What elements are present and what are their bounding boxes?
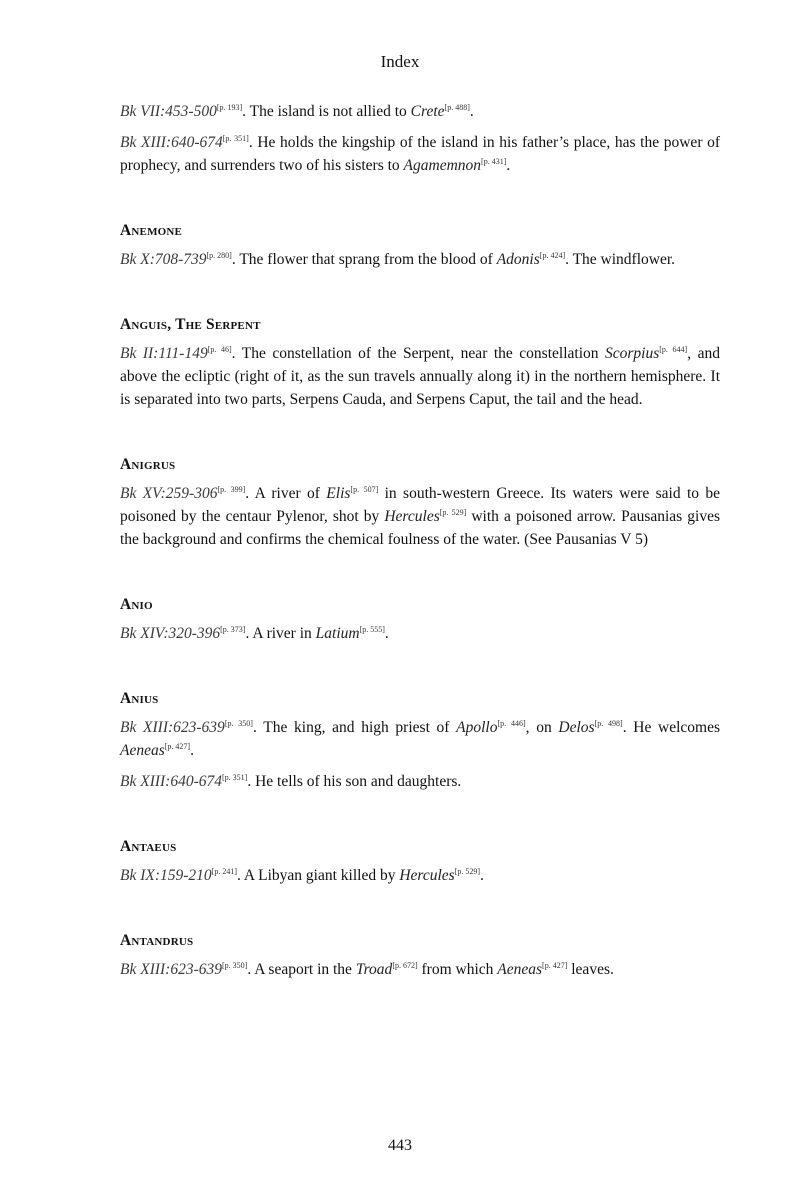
page-reference[interactable]: [p. 373] <box>220 624 246 634</box>
entry-heading: Anigrus <box>120 456 176 473</box>
entry-text: . The windflower. <box>565 251 676 268</box>
page-reference[interactable]: [p. 672] <box>392 960 418 970</box>
entry-text: . He holds the kingship of the island in his father’s place, has the power of prophecy, and surrenders two of his sisters to <box>120 134 721 174</box>
entry-text: . A river in <box>245 625 316 642</box>
entry-paragraph <box>120 716 720 762</box>
cross-reference-link[interactable]: Adonis <box>496 251 540 268</box>
book-reference-link[interactable]: Bk XIII:640-674 <box>120 773 222 790</box>
entry-text: leaves. <box>567 961 614 978</box>
page-reference[interactable]: [p. 351] <box>222 133 249 143</box>
book-reference-link[interactable]: Bk XIII:640-674 <box>120 134 223 151</box>
entry-text: , on <box>525 719 559 736</box>
page-reference[interactable]: [p. 446] <box>497 718 526 728</box>
page-reference[interactable]: [p. 280] <box>206 250 232 260</box>
page-reference[interactable]: [p. 399] <box>217 484 246 494</box>
page-reference[interactable]: [p. 644] <box>659 344 688 354</box>
entry-heading: Antaeus <box>120 838 177 855</box>
page-reference[interactable]: [p. 427] <box>542 960 568 970</box>
entry-text: . The king, and high priest of <box>252 719 457 736</box>
cross-reference-link[interactable]: Troad <box>355 961 393 978</box>
page-reference[interactable]: [p. 46] <box>207 344 232 354</box>
entry-text: in south-western Greece. Its waters were said to be poisoned by the centaur Pylenor, shot by <box>120 485 721 525</box>
entry-paragraph <box>120 864 720 887</box>
entry-text: . The island is not allied to <box>242 103 411 120</box>
book-reference-link[interactable]: Bk II:111-149 <box>120 345 208 362</box>
cross-reference-link[interactable]: Scorpius <box>605 345 660 362</box>
page-reference[interactable]: [p. 555] <box>359 624 385 634</box>
entry-text: . <box>506 157 511 174</box>
entry-paragraph <box>120 958 720 981</box>
cross-reference-link[interactable]: Aeneas <box>497 961 543 978</box>
cross-reference-link[interactable]: Hercules <box>399 867 455 884</box>
page-reference[interactable]: [p. 350] <box>222 960 248 970</box>
cross-reference-link[interactable]: Elis <box>326 485 351 502</box>
entry-text: . He welcomes <box>622 719 720 736</box>
entry-text: . <box>469 103 474 120</box>
entry-heading: Anemone <box>120 222 183 239</box>
page-reference[interactable]: [p. 193] <box>216 102 243 112</box>
cross-reference-link[interactable]: Delos <box>558 719 595 736</box>
book-reference-link[interactable]: Bk XIII:623-639 <box>120 961 222 978</box>
book-reference-link[interactable]: Bk XIV:320-396 <box>120 625 221 642</box>
book-reference-link[interactable]: Bk XV:259-306 <box>120 485 218 502</box>
entry-text: from which <box>417 961 498 978</box>
page-reference[interactable]: [p. 241] <box>211 866 238 876</box>
cross-reference-link[interactable]: Aeneas <box>120 742 165 759</box>
page-reference[interactable]: [p. 350] <box>224 718 253 728</box>
entry-text: . <box>384 625 389 642</box>
entry-text: . A river of <box>245 485 327 502</box>
page-reference[interactable]: [p. 507] <box>350 484 379 494</box>
running-head: Index <box>380 52 420 71</box>
entry-paragraph <box>120 100 720 123</box>
entry-text: . A Libyan giant killed by <box>237 867 400 884</box>
entry-text: . He tells of his son and daughters. <box>247 773 462 790</box>
page-reference[interactable]: [p. 351] <box>222 772 248 782</box>
page-reference[interactable]: [p. 529] <box>454 866 481 876</box>
entry-paragraph <box>120 482 720 551</box>
entry-text: . <box>480 867 484 884</box>
entry-text: with a poisoned arrow. Pausanias gives the background and confirms the chemical foulness of the water. (See Pausanias V 5) <box>120 508 720 548</box>
page-reference[interactable]: [p. 529] <box>439 507 467 517</box>
entry-paragraph <box>120 342 720 411</box>
book-reference-link[interactable]: Bk VII:453-500 <box>120 103 217 120</box>
cross-reference-link[interactable]: Latium <box>315 625 360 642</box>
entry-text: , and above the ecliptic (right of it, as the sun travels annually along it) in the northern hemisphere. It is separated into two parts, Serpens Cauda, and Serpens Caput, the tail and the head. <box>120 345 720 408</box>
entry-text: . A seaport in the <box>247 961 356 978</box>
page-number: 443 <box>388 1137 412 1154</box>
page-reference[interactable]: [p. 431] <box>481 156 507 166</box>
cross-reference-link[interactable]: Crete <box>410 103 445 120</box>
cross-reference-link[interactable]: Apollo <box>456 719 498 736</box>
index-content <box>120 100 720 989</box>
entry-text: . <box>190 742 194 759</box>
entry-heading: Antandrus <box>120 932 194 949</box>
entry-paragraph <box>120 770 720 793</box>
entry-paragraph <box>120 248 720 271</box>
page-reference[interactable]: [p. 498] <box>594 718 623 728</box>
entry-text: . The flower that sprang from the blood of <box>231 251 497 268</box>
entry-paragraph <box>120 622 720 645</box>
page-reference[interactable]: [p. 424] <box>539 250 566 260</box>
book-reference-link[interactable]: Bk XIII:623-639 <box>120 719 225 736</box>
entry-heading: Anio <box>120 596 153 613</box>
entry-heading: Anius <box>120 690 159 707</box>
cross-reference-link[interactable]: Hercules <box>384 508 440 525</box>
book-reference-link[interactable]: Bk IX:159-210 <box>120 867 212 884</box>
page-reference[interactable]: [p. 427] <box>164 741 191 751</box>
entry-text: . The constellation of the Serpent, near the constellation <box>231 345 606 362</box>
entry-heading: Anguis, The Serpent <box>120 316 261 333</box>
book-reference-link[interactable]: Bk X:708-739 <box>120 251 207 268</box>
entry-paragraph <box>120 131 720 177</box>
page-reference[interactable]: [p. 488] <box>444 102 470 112</box>
cross-reference-link[interactable]: Agamemnon <box>403 157 482 174</box>
